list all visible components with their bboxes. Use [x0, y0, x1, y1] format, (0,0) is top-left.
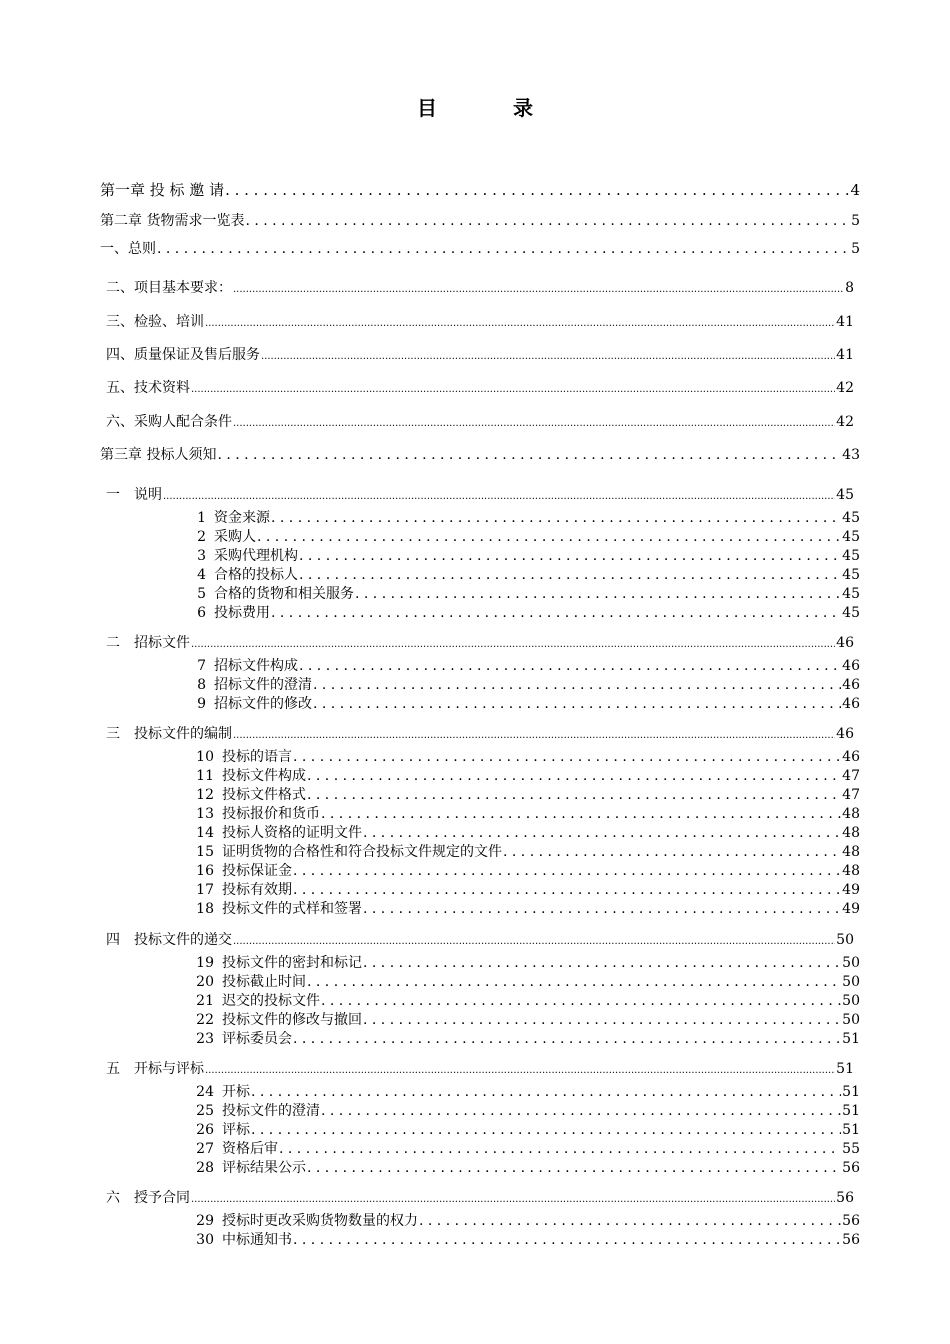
- toc-item-row[interactable]: [180, 1028, 860, 1048]
- toc-item-row[interactable]: [180, 822, 860, 842]
- dot-leader: [225, 181, 849, 199]
- toc-item-row[interactable]: [180, 693, 860, 713]
- toc-item-row[interactable]: [180, 952, 860, 972]
- toc-page-number: 51: [842, 1122, 860, 1138]
- toc-item-row[interactable]: [180, 507, 860, 527]
- toc-page-number: 50: [842, 955, 860, 971]
- dot-leader: [157, 241, 850, 257]
- dot-leader: [293, 749, 841, 765]
- toc-entry-label: 资金来源: [214, 510, 270, 526]
- toc-entry-label: 开标与评标: [134, 1061, 204, 1077]
- toc-chapter-row[interactable]: [100, 179, 860, 200]
- dot-leader: [257, 529, 841, 545]
- toc-section-row[interactable]: [106, 929, 854, 949]
- toc-item-row[interactable]: [180, 674, 860, 694]
- toc-item-number: 20: [196, 974, 214, 990]
- toc-item-number: 22: [196, 1012, 214, 1028]
- dot-leader: [321, 993, 841, 1009]
- toc-page-number: 50: [842, 1012, 860, 1028]
- toc-page-number: 46: [842, 696, 860, 712]
- toc-item-row[interactable]: [180, 1138, 860, 1158]
- dot-leader: [363, 901, 841, 917]
- toc-page-number: 55: [842, 1141, 860, 1157]
- toc-chapter-row[interactable]: [100, 444, 860, 464]
- toc-page-number: 46: [836, 635, 854, 651]
- toc-entry-label: 第一章 投 标 邀 请: [100, 181, 225, 199]
- toc-entry-label: 评标委员会: [222, 1031, 292, 1047]
- dot-leader: [293, 1232, 841, 1248]
- toc-page-number: 47: [842, 768, 860, 784]
- toc-entry-label: 评标: [222, 1122, 250, 1138]
- toc-item-number: 13: [196, 806, 214, 822]
- toc-page-number: 50: [842, 974, 860, 990]
- toc-entry-label: 资格后审: [222, 1141, 278, 1157]
- dot-leader: [363, 825, 841, 841]
- dot-leader: [363, 1012, 841, 1028]
- toc-page-number: 56: [842, 1160, 860, 1176]
- toc-item-row[interactable]: [180, 602, 860, 622]
- toc-section-row[interactable]: [106, 484, 854, 504]
- toc-entry-label: 投标文件的密封和标记: [222, 955, 362, 971]
- toc-page-number: 51: [842, 1103, 860, 1119]
- toc-entry-label: 投标文件的式样和签署: [222, 901, 362, 917]
- toc-item-row[interactable]: [180, 1081, 860, 1101]
- toc-page-number: 56: [836, 1190, 854, 1206]
- toc-item-number: 15: [196, 844, 214, 860]
- toc-item-row[interactable]: [180, 1119, 860, 1139]
- toc-subsection-row[interactable]: [106, 377, 854, 397]
- toc-entry-label: 四、质量保证及售后服务: [106, 347, 260, 363]
- dot-leader: [251, 1084, 841, 1100]
- toc-entry-label: 投标文件的递交: [134, 932, 232, 948]
- dot-leader: [293, 1031, 841, 1047]
- toc-page-number: 47: [842, 787, 860, 803]
- dot-leader: [279, 1141, 841, 1157]
- toc-page-number: 56: [842, 1232, 860, 1248]
- toc-entry-label: 投标保证金: [222, 863, 292, 879]
- toc-page-number: 45: [842, 529, 860, 545]
- toc-entry-label: 招标文件构成: [214, 658, 298, 674]
- toc-section-row[interactable]: [106, 632, 854, 652]
- toc-item-row[interactable]: [180, 765, 860, 785]
- toc-entry-label: 招标文件的澄清: [214, 677, 312, 693]
- toc-subsection-row[interactable]: [106, 311, 854, 331]
- toc-section-row[interactable]: [106, 1187, 854, 1207]
- toc-page-number: 48: [842, 825, 860, 841]
- toc-item-number: 18: [196, 901, 214, 917]
- toc-item-number: 24: [196, 1084, 214, 1100]
- toc-item-row[interactable]: [180, 784, 860, 804]
- dot-leader: [217, 447, 841, 463]
- toc-item-number: 25: [196, 1103, 214, 1119]
- toc-item-row[interactable]: [180, 990, 860, 1010]
- toc-entry-label: 评标结果公示: [222, 1160, 306, 1176]
- toc-item-number: 14: [196, 825, 214, 841]
- toc-entry-label: 说明: [134, 487, 162, 503]
- toc-page-number: 45: [842, 567, 860, 583]
- toc-entry-label: 投标费用: [214, 605, 270, 621]
- toc-entry-label: 二、项目基本要求：: [106, 280, 232, 296]
- toc-item-number: 21: [196, 993, 214, 1009]
- toc-page-number: 5: [851, 213, 860, 229]
- toc-page-number: 45: [836, 487, 854, 503]
- toc-entry-label: 投标文件的澄清: [222, 1103, 320, 1119]
- dot-leader: [299, 548, 841, 564]
- toc-section-row[interactable]: [106, 723, 854, 743]
- toc-section-number: 五: [106, 1061, 120, 1077]
- toc-entry-label: 投标文件的修改与撤回: [222, 1012, 362, 1028]
- dot-leader: [245, 213, 850, 229]
- dot-leader: [299, 567, 841, 583]
- toc-page-number: 48: [842, 806, 860, 822]
- toc-page-number: 51: [842, 1031, 860, 1047]
- toc-section-number: 二: [106, 635, 120, 651]
- dot-leader: [233, 414, 835, 430]
- dot-leader: [293, 863, 841, 879]
- toc-item-number: 6: [197, 605, 206, 621]
- toc-subsection-row[interactable]: [106, 277, 854, 297]
- toc-entry-label: 投标文件构成: [222, 768, 306, 784]
- dot-leader: [503, 844, 841, 860]
- dot-leader: [163, 487, 835, 503]
- toc-page-number: 51: [842, 1084, 860, 1100]
- toc-item-number: 12: [196, 787, 214, 803]
- toc-item-number: 16: [196, 863, 214, 879]
- toc-page-number: 45: [842, 605, 860, 621]
- toc-page-number: 5: [851, 241, 860, 257]
- toc-entry-label: 第三章 投标人须知: [100, 447, 217, 463]
- toc-page-number: 41: [836, 314, 854, 330]
- toc-entry-label: 六、采购人配合条件: [106, 414, 232, 430]
- toc-item-row[interactable]: [180, 545, 860, 565]
- dot-leader: [233, 726, 835, 742]
- dot-leader: [313, 677, 841, 693]
- dot-leader: [251, 1122, 841, 1138]
- toc-entry-label: 授予合同: [134, 1190, 190, 1206]
- toc-entry-label: 投标的语言: [222, 749, 292, 765]
- dot-leader: [307, 974, 841, 990]
- toc-item-row[interactable]: [180, 898, 860, 918]
- toc-entry-label: 迟交的投标文件: [222, 993, 320, 1009]
- toc-chapter-row[interactable]: [100, 210, 860, 230]
- toc-entry-label: 采购人: [214, 529, 256, 545]
- toc-entry-label: 五、技术资料: [106, 380, 190, 396]
- toc-item-number: 30: [196, 1232, 214, 1248]
- toc-item-number: 9: [197, 696, 206, 712]
- toc-item-row[interactable]: [180, 841, 860, 861]
- dot-leader: [307, 1160, 841, 1176]
- toc-entry-label: 招标文件: [134, 635, 190, 651]
- toc-item-number: 10: [196, 749, 214, 765]
- toc-entry-label: 开标: [222, 1084, 250, 1100]
- toc-chapter-row[interactable]: [100, 238, 860, 258]
- toc-page-number: 56: [842, 1213, 860, 1229]
- toc-item-number: 19: [196, 955, 214, 971]
- toc-entry-label: 合格的投标人: [214, 567, 298, 583]
- toc-entry-label: 一、总则: [100, 241, 156, 257]
- toc-entry-label: 合格的货物和相关服务: [214, 586, 354, 602]
- toc-item-number: 26: [196, 1122, 214, 1138]
- dot-leader: [191, 380, 835, 396]
- toc-page-number: 42: [836, 414, 854, 430]
- toc-entry-label: 投标截止时间: [222, 974, 306, 990]
- toc-item-number: 23: [196, 1031, 214, 1047]
- toc-item-row[interactable]: [180, 1157, 860, 1177]
- toc-entry-label: 投标文件格式: [222, 787, 306, 803]
- dot-leader: [233, 280, 844, 296]
- toc-item-row[interactable]: [180, 860, 860, 880]
- toc-page-number: 50: [836, 932, 854, 948]
- toc-entry-label: 证明货物的合格性和符合投标文件规定的文件: [222, 844, 502, 860]
- toc-item-row[interactable]: [180, 746, 860, 766]
- toc-page-number: 43: [842, 447, 860, 463]
- dot-leader: [205, 1061, 835, 1077]
- dot-leader: [419, 1213, 841, 1229]
- toc-page-number: 48: [842, 844, 860, 860]
- toc-page-number: 8: [845, 280, 854, 296]
- toc-entry-label: 投标文件的编制: [134, 726, 232, 742]
- toc-entry-label: 投标有效期: [222, 882, 292, 898]
- dot-leader: [321, 806, 841, 822]
- toc-page-number: 49: [842, 901, 860, 917]
- toc-entry-label: 投标人资格的证明文件: [222, 825, 362, 841]
- toc-entry-label: 三、检验、培训: [106, 314, 204, 330]
- dot-leader: [261, 347, 835, 363]
- dot-leader: [191, 1190, 835, 1206]
- toc-page-number: 46: [842, 749, 860, 765]
- toc-page-number: 50: [842, 993, 860, 1009]
- toc-page-number: 46: [836, 726, 854, 742]
- toc-item-row[interactable]: [180, 564, 860, 584]
- toc-item-number: 2: [197, 529, 206, 545]
- toc-item-number: 28: [196, 1160, 214, 1176]
- toc-entry-label: 授标时更改采购货物数量的权力: [222, 1213, 418, 1229]
- toc-page-number: 48: [842, 863, 860, 879]
- dot-leader: [313, 696, 841, 712]
- toc-page-number: 45: [842, 586, 860, 602]
- toc-item-number: 29: [196, 1213, 214, 1229]
- toc-item-row[interactable]: [180, 655, 860, 675]
- page-title: 目 录: [417, 96, 561, 120]
- toc-section-number: 一: [106, 487, 120, 503]
- toc-item-number: 11: [196, 768, 214, 784]
- toc-item-row[interactable]: [180, 803, 860, 823]
- toc-item-row[interactable]: [180, 526, 860, 546]
- dot-leader: [271, 510, 841, 526]
- dot-leader: [191, 635, 835, 651]
- toc-page-number: 46: [842, 658, 860, 674]
- toc-section-number: 四: [106, 932, 120, 948]
- dot-leader: [307, 768, 841, 784]
- dot-leader: [205, 314, 835, 330]
- toc-subsection-row[interactable]: [106, 344, 854, 364]
- dot-leader: [321, 1103, 841, 1119]
- toc-entry-label: 招标文件的修改: [214, 696, 312, 712]
- toc-entry-label: 投标报价和货币: [222, 806, 320, 822]
- toc-item-number: 17: [196, 882, 214, 898]
- dot-leader: [271, 605, 841, 621]
- toc-subsection-row[interactable]: [106, 411, 854, 431]
- toc-item-number: 7: [197, 658, 206, 674]
- toc-item-row[interactable]: [180, 1100, 860, 1120]
- toc-page-number: 45: [842, 510, 860, 526]
- toc-page-number: 46: [842, 677, 860, 693]
- toc-page-number: 51: [836, 1061, 854, 1077]
- toc-item-row[interactable]: [180, 583, 860, 603]
- toc-item-number: 27: [196, 1141, 214, 1157]
- toc-item-number: 3: [197, 548, 206, 564]
- toc-entry-label: 中标通知书: [222, 1232, 292, 1248]
- dot-leader: [233, 932, 835, 948]
- toc-section-number: 六: [106, 1190, 120, 1206]
- toc-item-number: 1: [197, 510, 206, 526]
- toc-item-number: 5: [197, 586, 206, 602]
- toc-page-number: 41: [836, 347, 854, 363]
- toc-item-row[interactable]: [180, 879, 860, 899]
- toc-item-number: 8: [197, 677, 206, 693]
- dot-leader: [363, 955, 841, 971]
- toc-item-row[interactable]: [180, 1210, 860, 1230]
- toc-page-number: 42: [836, 380, 854, 396]
- toc-item-row[interactable]: [180, 1009, 860, 1029]
- dot-leader: [355, 586, 841, 602]
- toc-entry-label: 第二章 货物需求一览表: [100, 213, 245, 229]
- toc-item-number: 4: [197, 567, 206, 583]
- toc-section-row[interactable]: [106, 1058, 854, 1078]
- dot-leader: [299, 658, 841, 674]
- dot-leader: [293, 882, 841, 898]
- toc-entry-label: 采购代理机构: [214, 548, 298, 564]
- toc-page-number: 45: [842, 548, 860, 564]
- toc-page-number: 49: [842, 882, 860, 898]
- toc-item-row[interactable]: [180, 1229, 860, 1249]
- toc-item-row[interactable]: [180, 971, 860, 991]
- dot-leader: [307, 787, 841, 803]
- toc-page-number: 4: [850, 181, 860, 199]
- toc-section-number: 三: [106, 726, 120, 742]
